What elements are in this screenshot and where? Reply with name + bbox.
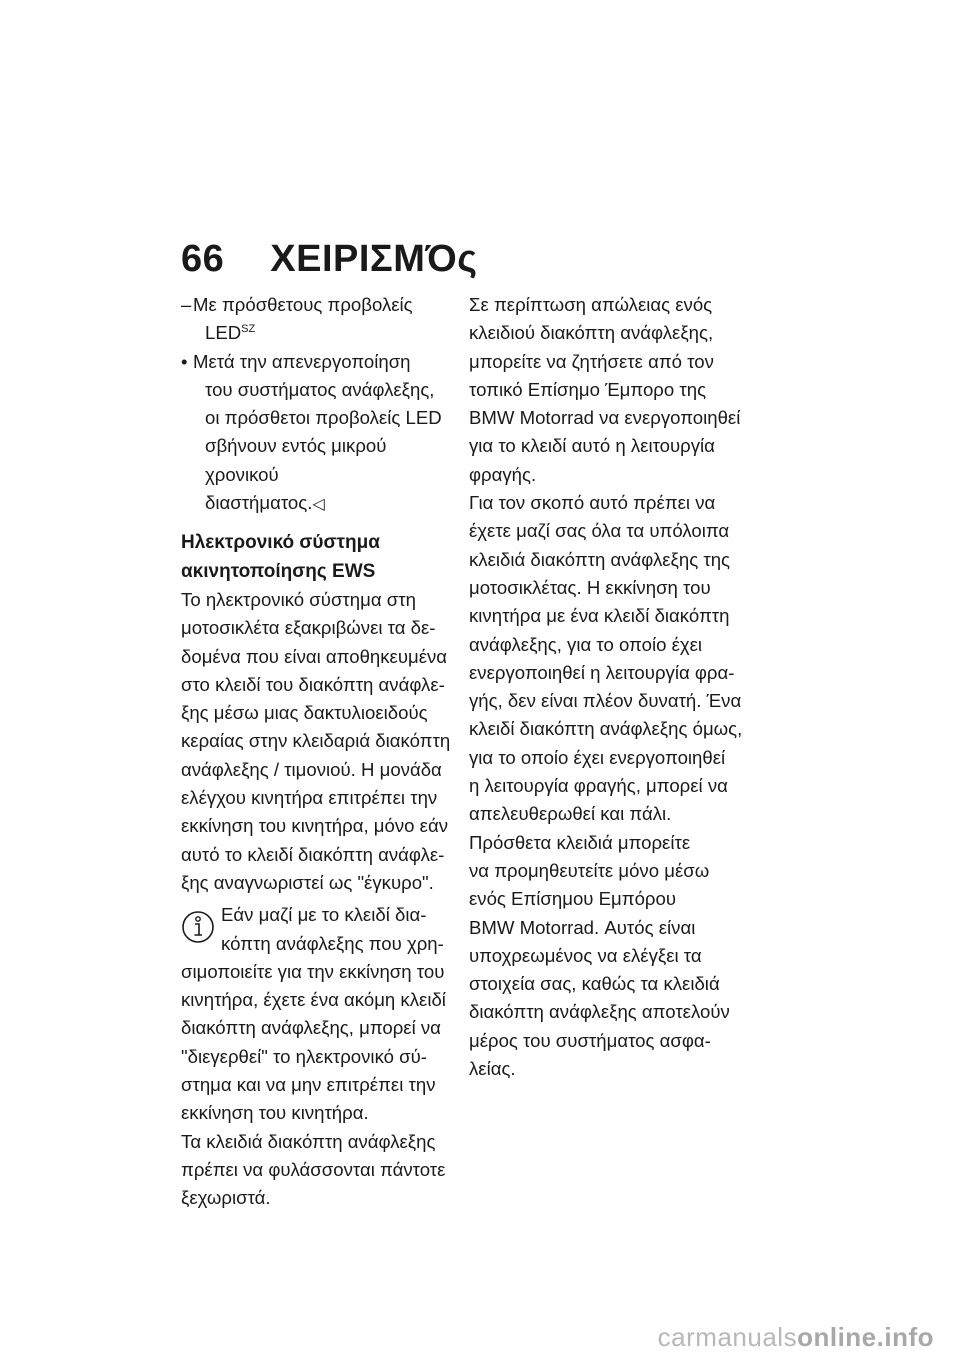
paragraph-line: ανάφλεξης / τιμονιού. Η μονάδα bbox=[181, 758, 442, 780]
paragraph-line: λείας. bbox=[469, 1058, 516, 1080]
info-line: σιμοποιείτε για την εκκίνηση του bbox=[181, 960, 445, 982]
paragraph-line: δομένα που είναι αποθηκευμένα bbox=[181, 645, 448, 667]
paragraph-line: μοτοσικλέτα εξακριβώνει τα δε- bbox=[181, 617, 436, 639]
paragraph-line: εκκίνηση του κινητήρα, μόνο εάν bbox=[181, 815, 448, 837]
paragraph-line: στο κλειδί του διακόπτη ανάφλε- bbox=[181, 673, 445, 695]
additional-keys-paragraph bbox=[469, 829, 751, 1084]
paragraph-line: πρέπει να φυλάσσονται πάντοτε bbox=[181, 1158, 446, 1180]
paragraph-line: κινητήρα με ένα κλειδί διακόπτη bbox=[469, 605, 730, 627]
paragraph-line: ξης μέσω μιας δακτυλιοειδούς bbox=[181, 702, 428, 724]
watermark bbox=[658, 1322, 934, 1353]
paragraph-line: έχετε μαζί σας όλα τα υπόλοιπα bbox=[469, 520, 730, 542]
info-line: Εάν μαζί με το κλειδί δια- bbox=[221, 904, 427, 926]
paragraph-line: κλειδί διακόπτη ανάφλεξης όμως, bbox=[469, 718, 743, 740]
paragraph-line: η λειτουργία φραγής, μπορεί να bbox=[469, 775, 728, 797]
heading-line: Ηλεκτρονικό σύστημα bbox=[181, 532, 380, 554]
info-line: διακόπτη ανάφλεξης, μπορεί να bbox=[181, 1017, 441, 1039]
item-text-line: σβήνουν εντός μικρού χρονικού bbox=[205, 435, 387, 485]
item-text-line bbox=[193, 489, 453, 519]
item-text-line: οι πρόσθετοι προβολείς LED bbox=[205, 407, 442, 429]
item-text-fragment: διαστήματος. bbox=[205, 492, 313, 514]
info-line: "διεγερθεί" το ηλεκτρονικό σύ- bbox=[181, 1045, 427, 1067]
item-text-line: Με πρόσθετους προβολείς bbox=[193, 294, 413, 315]
blocking-paragraph bbox=[469, 489, 751, 829]
paragraph-line: στοιχεία σας, καθώς τα κλειδιά bbox=[469, 973, 720, 995]
paragraph-line: BMW Motorrad να ενεργοποιηθεί bbox=[469, 407, 741, 429]
paragraph-line: Σε περίπτωση απώλειας ενός bbox=[469, 294, 713, 315]
info-line: κόπτη ανάφλεξης που χρη- bbox=[221, 932, 444, 954]
bullet-marker: • bbox=[181, 350, 188, 372]
paragraph-line: ξης αναγνωριστεί ως "έγκυρο". bbox=[181, 871, 434, 893]
paragraph-line: Το ηλεκτρονικό σύστημα στη bbox=[181, 588, 416, 610]
info-line: κινητήρα, έχετε ένα ακόμη κλειδί bbox=[181, 989, 446, 1011]
watermark-prefix: carmanuals bbox=[657, 1322, 798, 1352]
paragraph-line: μέρος του συστήματος ασφα- bbox=[469, 1029, 711, 1051]
paragraph-line: μπορείτε να ζητήσετε από τον bbox=[469, 350, 714, 372]
item-text-line: Μετά την απενεργοποίηση bbox=[193, 350, 411, 372]
option-code-superscript: SZ bbox=[241, 323, 256, 336]
paragraph-line: ανάφλεξης, για το οποίο έχει bbox=[469, 633, 703, 655]
paragraph-line: απελευθερωθεί και πάλι. bbox=[469, 803, 672, 825]
paragraph-line: τοπικό Επίσημο Έμπορο της bbox=[469, 378, 707, 400]
paragraph-line: ενεργοποιηθεί η λειτουργία φρα- bbox=[469, 661, 735, 683]
dash-marker: – bbox=[181, 294, 192, 315]
page-header bbox=[181, 238, 478, 281]
paragraph-line: ενός Επίσημου Εμπόρου bbox=[469, 888, 676, 910]
paragraph-line: Πρόσθετα κλειδιά μπορείτε bbox=[469, 831, 691, 853]
end-of-section-icon: ◁ bbox=[312, 496, 325, 514]
info-line: στημα και να μην επιτρέπει την bbox=[181, 1074, 436, 1096]
paragraph-line: για το κλειδί αυτό η λειτουργία bbox=[469, 435, 715, 457]
section-title: ΧΕΙΡΙΣΜΌς bbox=[270, 238, 478, 280]
paragraph-line: κλειδιά διακόπτη ανάφλεξης της bbox=[469, 548, 730, 570]
paragraph-line: αυτό το κλειδί διακόπτη ανάφλε- bbox=[181, 843, 445, 865]
paragraph-line: υποχρεωμένος να ελέγξει τα bbox=[469, 944, 702, 966]
paragraph-line: διακόπτη ανάφλεξης αποτελούν bbox=[469, 1001, 730, 1023]
keys-storage-paragraph bbox=[181, 1128, 453, 1213]
list-item-additional-lights bbox=[181, 291, 453, 348]
paragraph-line: φραγής. bbox=[469, 463, 537, 485]
paragraph-line: Τα κλειδιά διακόπτη ανάφλεξης bbox=[181, 1130, 436, 1152]
watermark-suffix: online.info bbox=[797, 1322, 934, 1352]
lost-key-paragraph bbox=[469, 291, 751, 489]
ews-paragraph bbox=[181, 586, 453, 897]
info-icon bbox=[181, 907, 215, 945]
page-number: 66 bbox=[181, 238, 225, 280]
paragraph-line: κεραίας στην κλειδαριά διακόπτη bbox=[181, 730, 451, 752]
paragraph-line: για το οποίο έχει ενεργοποιηθεί bbox=[469, 746, 726, 768]
paragraph-line: να προμηθευτείτε μόνο μέσω bbox=[469, 859, 710, 881]
paragraph-line: Για τον σκοπό αυτό πρέπει να bbox=[469, 492, 716, 514]
left-column bbox=[181, 291, 453, 1213]
right-column bbox=[469, 291, 751, 1083]
list-item-lights-off bbox=[181, 348, 453, 520]
item-text-line: του συστήματος ανάφλεξης, bbox=[205, 378, 435, 400]
paragraph-line: κλειδιού διακόπτη ανάφλεξης, bbox=[469, 322, 714, 344]
led-label: LED bbox=[205, 322, 242, 344]
paragraph-line: μοτοσικλέτας. Η εκκίνηση του bbox=[469, 576, 711, 598]
paragraph-line: ξεχωριστά. bbox=[181, 1187, 271, 1209]
info-line: εκκίνηση του κινητήρα. bbox=[181, 1102, 369, 1124]
item-text-line bbox=[193, 319, 453, 347]
section-heading-ews bbox=[181, 529, 453, 586]
heading-line: ακινητοποίησης EWS bbox=[181, 560, 376, 582]
paragraph-line: BMW Motorrad. Αυτός είναι bbox=[469, 916, 696, 938]
paragraph-line: γής, δεν είναι πλέον δυνατή. Ένα bbox=[469, 690, 742, 712]
paragraph-line: ελέγχου κινητήρα επιτρέπει την bbox=[181, 787, 438, 809]
info-note bbox=[181, 901, 453, 1127]
